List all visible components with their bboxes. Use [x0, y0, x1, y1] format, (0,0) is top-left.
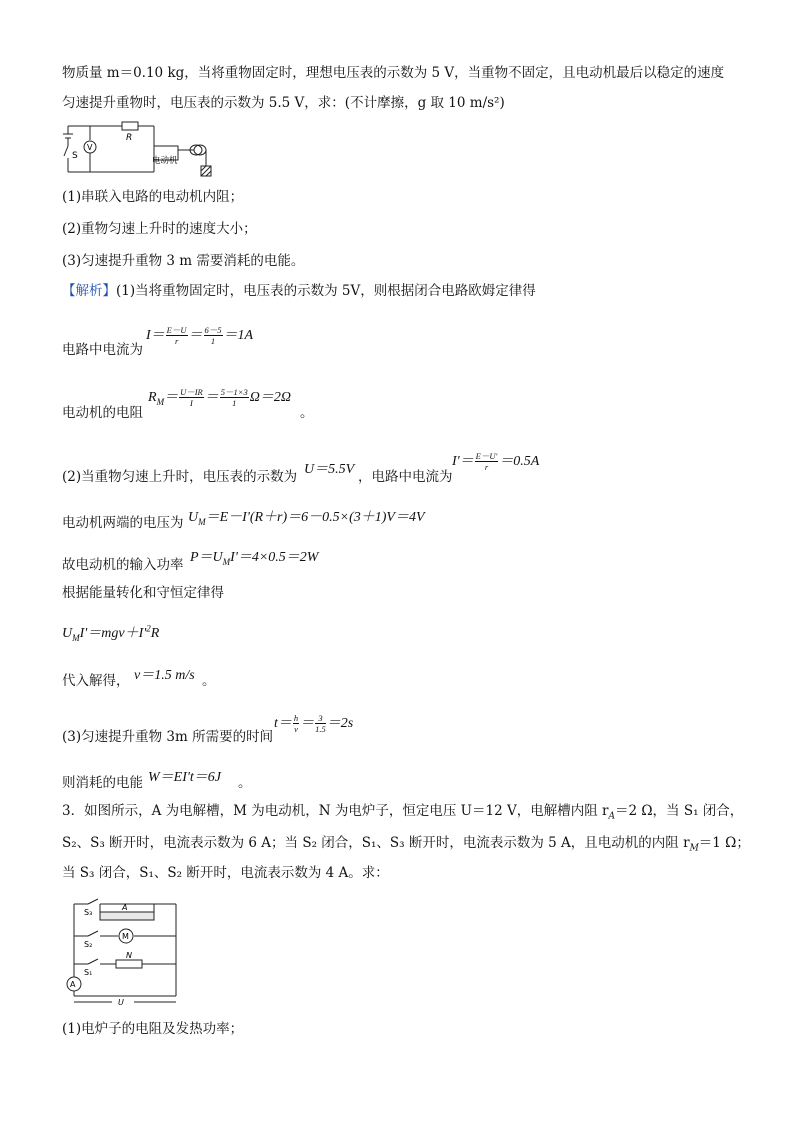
fig2-label-N: N	[126, 951, 132, 960]
p2-text-a: (2)当重物匀速上升时，电压表的示数为	[62, 469, 298, 485]
fig1-label-motor: 电动机	[152, 156, 178, 166]
resist-end: 。	[300, 405, 314, 421]
fig2-label-U: U	[118, 998, 124, 1007]
w-end: 。	[238, 775, 252, 791]
fig1-label-V: V	[87, 143, 93, 152]
um-formula: $U_M=E-I'(R+r)=6-0.5\times(3+1)V=4V$	[188, 510, 425, 527]
circuit-figure-2	[60, 894, 190, 1008]
v-label: 代入解得，	[62, 673, 130, 689]
fig1-label-R: R	[126, 133, 133, 143]
q3-part1: (1)电炉子的电阻及发热功率；	[62, 1021, 244, 1037]
circuit-figure-1	[60, 116, 220, 182]
p2-current-formula: I'＝ $\frac{E-U'}{r}$ ＝0.5A	[452, 451, 540, 473]
solution-intro	[62, 282, 536, 300]
resist-formula: $R_M=$ $\frac{U-IR}{I}$ ＝ $\frac{5-1\times 3}{1}$ Ω＝2Ω	[148, 387, 291, 409]
q2-stem-line1: 物质量 m＝0.10 kg，当将重物固定时，理想电压表的示数为 5 V，当重物不固定，且电动机最后以稳定的速度	[62, 65, 725, 81]
fig1-label-S: S	[72, 151, 78, 161]
v-formula: v＝1.5 m/s	[134, 668, 195, 683]
resist-label: 电动机的电阻	[62, 405, 143, 421]
fig2-label-s1: S₁	[84, 968, 93, 977]
fig2-label-A: A	[122, 903, 128, 912]
fig2-label-M: M	[122, 932, 129, 941]
power-formula: $P=U_MI'=4\times 0.5=2W$	[190, 550, 319, 567]
q3-line3: 当 S₃ 闭合，S₁、S₂ 断开时，电流表示数为 4 A。求：	[62, 865, 389, 881]
q3-line2: S₂、S₃ 断开时，电流表示数为 6 A；当 S₂ 闭合，S₁、S₃ 断开时，电流表示数为 5 A，且电动机的内阻 $r_M=1$ Ω；	[62, 835, 750, 854]
energy-formula: $U_MI'=mgv+I'^2R$	[62, 623, 160, 643]
fig2-label-s2: S₂	[84, 940, 93, 949]
solution-tag: 【解析】	[62, 283, 116, 299]
power-label: 故电动机的输入功率	[62, 557, 184, 573]
v-end: 。	[202, 673, 216, 689]
w-label: 则消耗的电能	[62, 775, 143, 791]
q2-part2: (2)重物匀速上升时的速度大小；	[62, 221, 257, 237]
solution-p1-intro: (1)当将重物固定时，电压表的示数为 5V，则根据闭合电路欧姆定律得	[116, 283, 536, 299]
p2-text-b: ，电路中电流为	[358, 469, 453, 485]
p3-label: (3)匀速提升重物 3m 所需要的时间	[62, 729, 274, 745]
current-formula: I＝ $\frac{E-U}{r}$ ＝ $\frac{6-5}{1}$ ＝1A	[146, 325, 254, 347]
w-formula: W＝EI't＝6J	[148, 770, 221, 785]
q3-line1: 3．如图所示，A 为电解槽，M 为电动机，N 为电炉子，恒定电压 U＝12 V，电解槽内阻 $r_A=2$ Ω，当 S₁ 闭合，	[62, 803, 744, 822]
um-label: 电动机两端的电压为	[62, 515, 184, 531]
q2-stem-line2: 匀速提升重物时，电压表的示数为 5.5 V，求：(不计摩擦，g 取 10 m/s²)	[62, 95, 505, 111]
fig2-label-s3: S₃	[84, 908, 93, 917]
energy-text: 根据能量转化和守恒定律得	[62, 585, 224, 601]
fig2-label-ammeter: A	[70, 980, 76, 989]
time-formula: t＝ $\frac{h}{v}$ ＝ $\frac{3}{1.5}$ ＝2s	[274, 713, 354, 735]
q2-part3: (3)匀速提升重物 3 m 需要消耗的电能。	[62, 253, 305, 269]
q2-part1: (1)串联入电路的电动机内阻；	[62, 189, 244, 205]
current-label: 电路中电流为	[62, 342, 143, 358]
p2-voltage: U＝5.5V	[304, 462, 355, 477]
